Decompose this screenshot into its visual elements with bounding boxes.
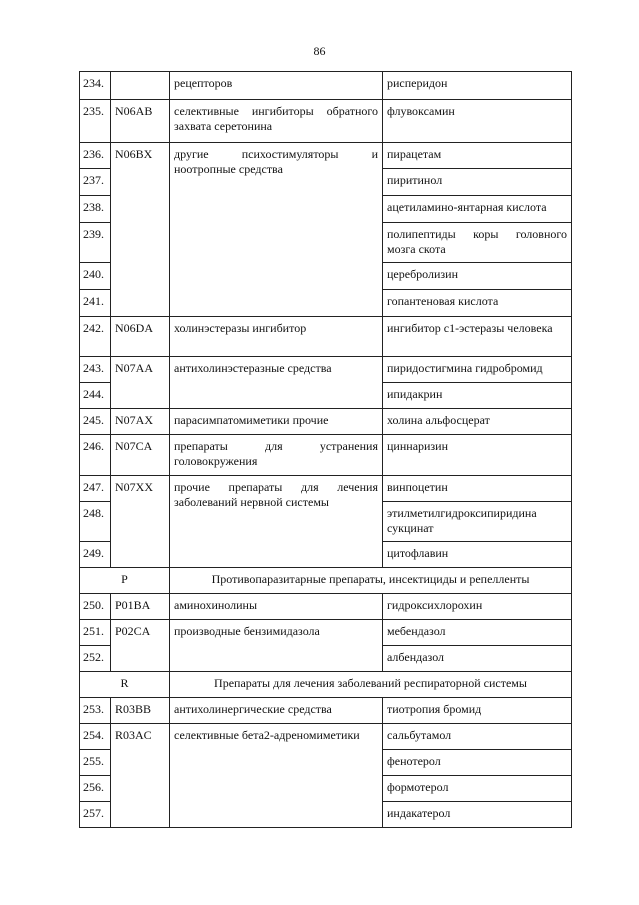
drug-name: церебролизин <box>383 263 572 290</box>
section-title: Препараты для лечения заболеваний респираторной системы <box>170 672 572 698</box>
row-number: 236. <box>80 143 111 169</box>
row-number: 239. <box>80 223 111 263</box>
drug-name: рисперидон <box>383 72 572 100</box>
drug-name: ингибитор c1-эстеразы человека <box>383 317 572 357</box>
drug-group: производные бензимидазола <box>170 620 383 672</box>
atc-code: P02CA <box>111 620 170 672</box>
row-number: 243. <box>80 357 111 383</box>
table-row <box>80 357 572 383</box>
atc-code: R03BB <box>111 698 170 724</box>
drug-group: препараты для устранения головокружения <box>170 435 383 476</box>
drug-group: парасимпатомиметики прочие <box>170 409 383 435</box>
section-title: Противопаразитарные препараты, инсектициды и репелленты <box>170 568 572 594</box>
row-number: 241. <box>80 290 111 317</box>
section-letter: P <box>80 568 170 594</box>
row-number: 234. <box>80 72 111 100</box>
table-row <box>80 317 572 357</box>
table-row <box>80 476 572 502</box>
table-row <box>80 143 572 169</box>
drug-group: селективные бета2-адреномиметики <box>170 724 383 828</box>
drug-name: индакатерол <box>383 802 572 828</box>
drug-name: пиритинол <box>383 169 572 196</box>
drug-group: другие психостимуляторы и ноотропные средства <box>170 143 383 317</box>
drug-name: фенотерол <box>383 750 572 776</box>
drug-name: тиотропия бромид <box>383 698 572 724</box>
row-number: 257. <box>80 802 111 828</box>
drug-name: этилметилгидроксипиридина сукцинат <box>383 502 572 542</box>
drug-name: гидроксихлорохин <box>383 594 572 620</box>
drug-name: сальбутамол <box>383 724 572 750</box>
drug-group: антихолинэстеразные средства <box>170 357 383 409</box>
drug-name: пиридостигмина гидробромид <box>383 357 572 383</box>
row-number: 255. <box>80 750 111 776</box>
drug-name: цитофлавин <box>383 542 572 568</box>
atc-code: N06BX <box>111 143 170 317</box>
atc-code: N07XX <box>111 476 170 568</box>
page-number: 86 <box>313 44 326 58</box>
drug-name: ипидакрин <box>383 383 572 409</box>
row-number: 240. <box>80 263 111 290</box>
table-row <box>80 620 572 646</box>
table-row <box>80 594 572 620</box>
row-number: 245. <box>80 409 111 435</box>
drug-group: рецепторов <box>170 72 383 100</box>
section-row <box>80 568 572 594</box>
row-number: 247. <box>80 476 111 502</box>
row-number: 256. <box>80 776 111 802</box>
drug-name: полипептиды коры головного мозга скота <box>383 223 572 263</box>
drug-name: флувоксамин <box>383 100 572 143</box>
drug-name: мебендазол <box>383 620 572 646</box>
table-row <box>80 100 572 143</box>
drug-table <box>79 71 572 828</box>
drug-name: винпоцетин <box>383 476 572 502</box>
drug-name: холина альфосцерат <box>383 409 572 435</box>
drug-name: циннаризин <box>383 435 572 476</box>
drug-name: пирацетам <box>383 143 572 169</box>
atc-code: P01BA <box>111 594 170 620</box>
section-row <box>80 672 572 698</box>
row-number: 254. <box>80 724 111 750</box>
drug-name: албендазол <box>383 646 572 672</box>
atc-code: N07CA <box>111 435 170 476</box>
row-number: 249. <box>80 542 111 568</box>
drug-group: антихолинергические средства <box>170 698 383 724</box>
row-number: 246. <box>80 435 111 476</box>
row-number: 244. <box>80 383 111 409</box>
table-row <box>80 724 572 750</box>
drug-name: формотерол <box>383 776 572 802</box>
row-number: 250. <box>80 594 111 620</box>
row-number: 253. <box>80 698 111 724</box>
row-number: 251. <box>80 620 111 646</box>
atc-code: R03AC <box>111 724 170 828</box>
row-number: 252. <box>80 646 111 672</box>
atc-code: N07AX <box>111 409 170 435</box>
atc-code <box>111 72 170 100</box>
atc-code: N06DA <box>111 317 170 357</box>
atc-code: N07AA <box>111 357 170 409</box>
table-row <box>80 698 572 724</box>
row-number: 237. <box>80 169 111 196</box>
row-number: 238. <box>80 196 111 223</box>
drug-group: прочие препараты для лечения заболеваний нервной системы <box>170 476 383 568</box>
drug-name: гопантеновая кислота <box>383 290 572 317</box>
row-number: 248. <box>80 502 111 542</box>
table-row <box>80 409 572 435</box>
drug-name: ацетиламино-янтарная кислота <box>383 196 572 223</box>
drug-group: холинэстеразы ингибитор <box>170 317 383 357</box>
row-number: 235. <box>80 100 111 143</box>
table-row <box>80 72 572 100</box>
drug-group: селективные ингибиторы обратного захвата серетонина <box>170 100 383 143</box>
atc-code: N06AB <box>111 100 170 143</box>
row-number: 242. <box>80 317 111 357</box>
section-letter: R <box>80 672 170 698</box>
table-row <box>80 435 572 476</box>
drug-group: аминохинолины <box>170 594 383 620</box>
